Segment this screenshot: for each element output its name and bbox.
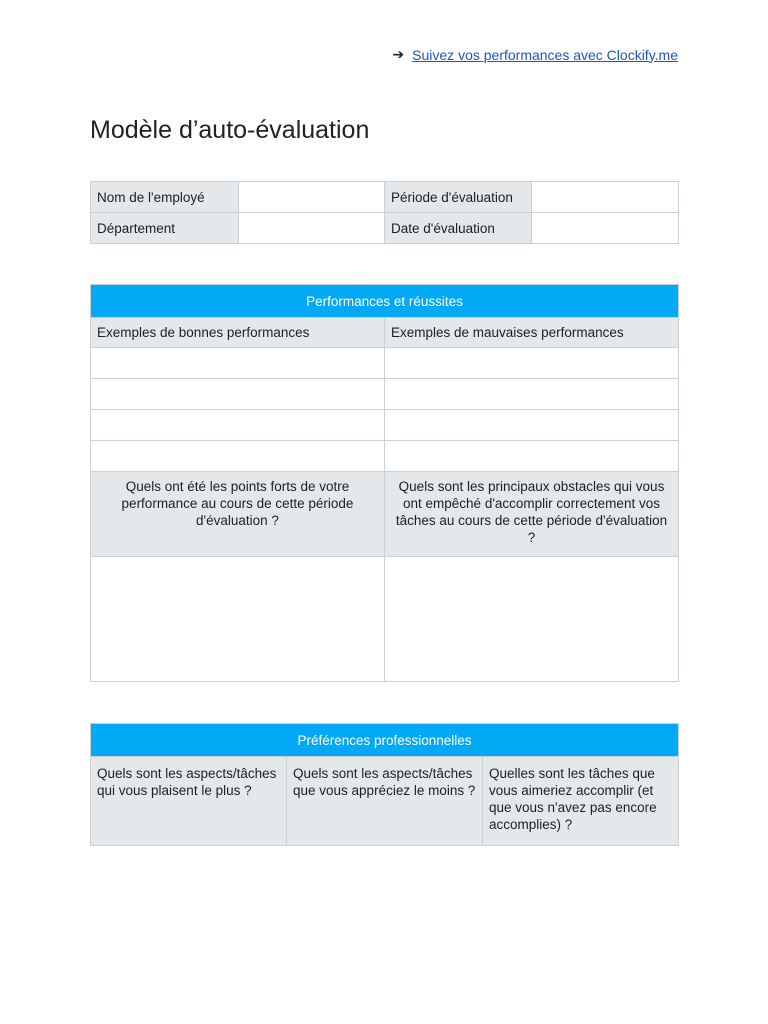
bad-example-field[interactable] bbox=[385, 379, 679, 410]
good-example-field[interactable] bbox=[91, 441, 385, 472]
bad-example-field[interactable] bbox=[385, 410, 679, 441]
performance-table bbox=[90, 284, 679, 682]
strengths-answer-field[interactable] bbox=[91, 557, 385, 682]
clockify-link-row bbox=[392, 46, 678, 63]
bad-example-field[interactable] bbox=[385, 348, 679, 379]
disliked-tasks-question: Quels sont les aspects/tâches que vous appréciez le moins ? bbox=[287, 757, 483, 846]
page-title: Modèle d’auto-évaluation bbox=[90, 116, 370, 144]
performance-header: Performances et réussites bbox=[91, 285, 679, 318]
employee-name-label: Nom de l'employé bbox=[91, 182, 239, 213]
department-field[interactable] bbox=[239, 213, 385, 244]
obstacles-answer-field[interactable] bbox=[385, 557, 679, 682]
preferences-table bbox=[90, 723, 679, 846]
preferences-header: Préférences professionnelles bbox=[91, 724, 679, 757]
department-label: Département bbox=[91, 213, 239, 244]
strengths-question: Quels ont été les points forts de votre performance au cours de cette période d'évaluation ? bbox=[91, 472, 385, 557]
evaluation-period-label: Période d'évaluation bbox=[385, 182, 532, 213]
bad-examples-label: Exemples de mauvaises performances bbox=[385, 318, 679, 348]
arrow-right-icon: ➔ bbox=[392, 46, 405, 62]
employee-name-field[interactable] bbox=[239, 182, 385, 213]
evaluation-period-field[interactable] bbox=[532, 182, 679, 213]
evaluation-date-field[interactable] bbox=[532, 213, 679, 244]
bad-example-field[interactable] bbox=[385, 441, 679, 472]
good-example-field[interactable] bbox=[91, 410, 385, 441]
obstacles-question: Quels sont les principaux obstacles qui vous ont empêché d'accomplir correctement vos tâches au cours de cette période d'évaluation ? bbox=[385, 472, 679, 557]
good-examples-label: Exemples de bonnes performances bbox=[91, 318, 385, 348]
clockify-link[interactable]: Suivez vos performances avec Clockify.me bbox=[412, 46, 678, 63]
good-example-field[interactable] bbox=[91, 348, 385, 379]
employee-info-table bbox=[90, 181, 679, 244]
good-example-field[interactable] bbox=[91, 379, 385, 410]
liked-tasks-question: Quels sont les aspects/tâches qui vous plaisent le plus ? bbox=[91, 757, 287, 846]
desired-tasks-question: Quelles sont les tâches que vous aimeriez accomplir (et que vous n'avez pas encore accomplies) ? bbox=[483, 757, 679, 846]
evaluation-date-label: Date d'évaluation bbox=[385, 213, 532, 244]
